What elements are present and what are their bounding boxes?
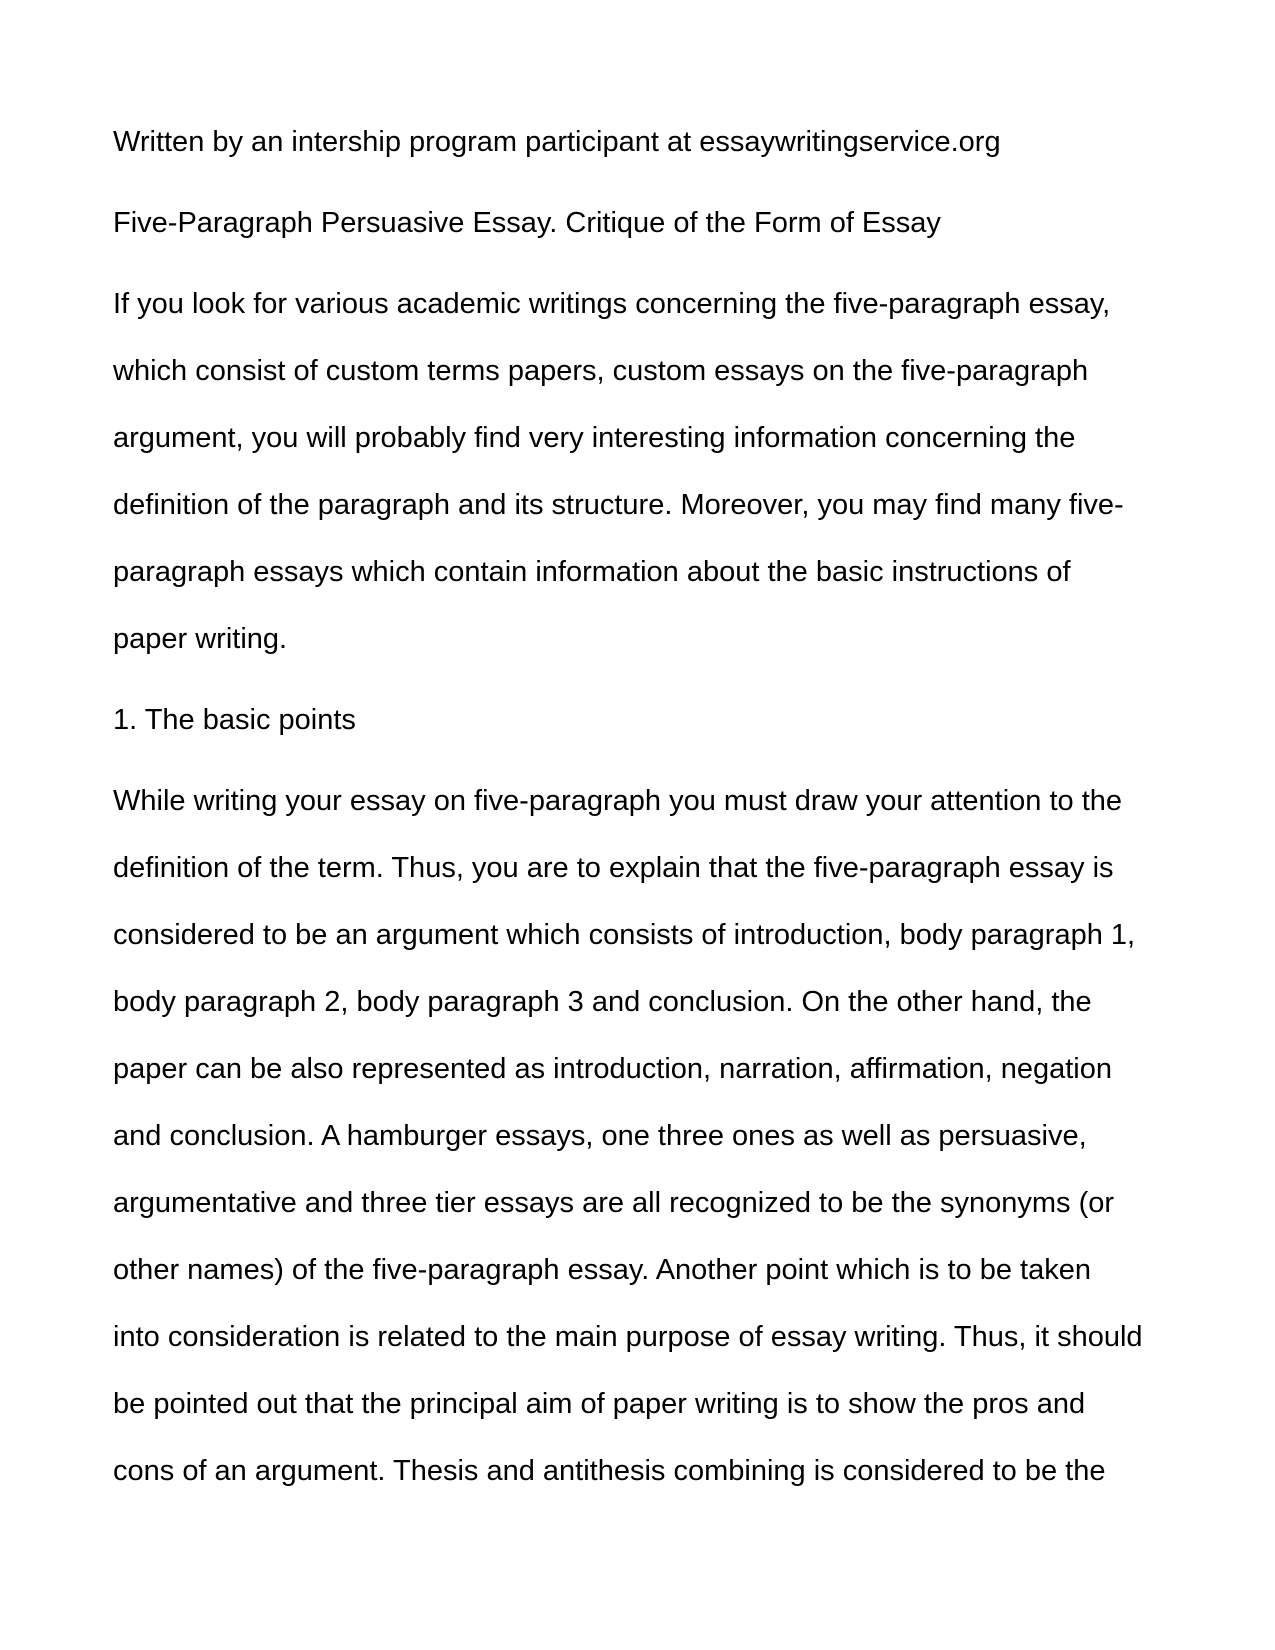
document-content <box>113 109 1168 1519</box>
intro-paragraph: If you look for various academic writings concerning the five-paragraph essay, which consist of custom terms papers, custom essays on the five-paragraph argument, you will probably find very interesting information concerning the definition of the paragraph and its structure. Moreover, you may find many five- paragraph essays which contain information about the basic instructions of paper writing. <box>113 288 1124 655</box>
document-title: Five-Paragraph Persuasive Essay. Critique of the Form of Essay <box>113 207 941 239</box>
byline: Written by an intership program participant at essaywritingservice.org <box>113 126 1001 158</box>
section-paragraph: While writing your essay on five-paragraph you must draw your attention to the definition of the term. Thus, you are to explain that the five-paragraph essay is considered to be an argument which consists of introduction, body paragraph 1, body paragraph 2, body paragraph 3 and conclusion. On the other hand, the paper can be also represented as introduction, narration, affirmation, negation and conclusion. A hamburger essays, one three ones as well as persuasive, argumentative and three tier essays are all recognized to be the synonyms (or other names) of the five-paragraph essay. Another point which is to be taken into consideration is related to the main purpose of essay writing. Thus, it should be pointed out that the principal aim of paper writing is to show the pros and cons of an argument. Thesis and antithesis combining is considered to be the <box>113 785 1143 1487</box>
section-heading: 1. The basic points <box>113 704 356 736</box>
